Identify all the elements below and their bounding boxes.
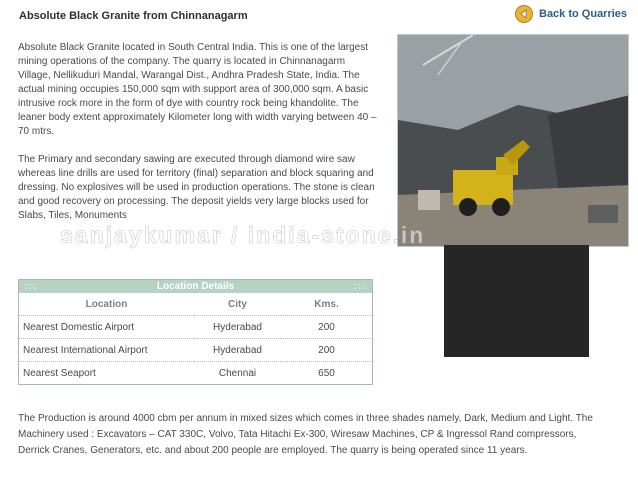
cell-location: Nearest Domestic Airport [19,316,194,339]
table-row [19,316,372,339]
intro-text [18,41,380,237]
cell-location: Nearest Seaport [19,362,194,385]
cell-kms: 650 [281,362,372,385]
column-header-kms: Kms. [314,298,339,310]
grip-icon: ::: [354,281,366,291]
grip-icon: ::: [25,281,37,291]
table-row [19,362,372,385]
cell-city: Hyderabad [194,316,281,339]
image-placeholder [444,245,589,357]
page-title: Absolute Black Granite from Chinnanagarm [19,10,248,22]
table-row [19,339,372,362]
cell-city: Chennai [194,362,281,385]
cell-kms: 200 [281,339,372,362]
back-arrow-icon [515,5,533,23]
intro-paragraph-2: The Primary and secondary sawing are executed through diamond wire saw whereas line drills are used for territory (final) separation and block squaring and dressing. No explosives will be used in production operations. The stone is clean and good recovery on processing. The deposit yields very large blocks used for Slabs, Tiles, Monuments [18,154,375,221]
table-header-row [19,293,372,316]
back-to-quarries-link[interactable] [515,5,627,23]
back-link-label: Back to Quarries [539,8,628,20]
cell-location: Nearest International Airport [19,339,194,362]
column-header-city: City [228,298,247,310]
intro-paragraph-1: Absolute Black Granite located in South Central India. This is one of the largest mining operations of the company. The quarry is located in Chinnanagarm Village, Nellikuduri Mandal, Warangal Dist., Andhra Pradesh State, India. The actual mining occupies 150,000 sqm with support area of 300,000 sqm. A basic intrusive rock more in the form of dye with country rock being khandolite. The leaner body extent approximately Kilometer long with width varying between 40 – 70 mtrs. [18,42,377,137]
cell-kms: 200 [281,316,372,339]
location-table-header [19,280,372,293]
quarry-photo [397,34,629,247]
location-table-title: Location Details [156,281,235,292]
cell-city: Hyderabad [194,339,281,362]
production-paragraph: The Production is around 4000 cbm per annum in mixed sizes which comes in three shades namely, Dark, Medium and Light. The Machinery used : Excavators – CAT 330C, Volvo, Tata Hitachi Ex-300, Wiresaw Machines, CP & Ingressol Rand compressors, Derrick Cranes, Generators, etc. and about 200 people are employed. The quarry is being operated since 11 years. [18,413,593,456]
watermark-text: sanjaykumar / india-stone.in [60,222,426,248]
column-header-location: Location [85,298,128,310]
location-details-table [18,279,373,385]
